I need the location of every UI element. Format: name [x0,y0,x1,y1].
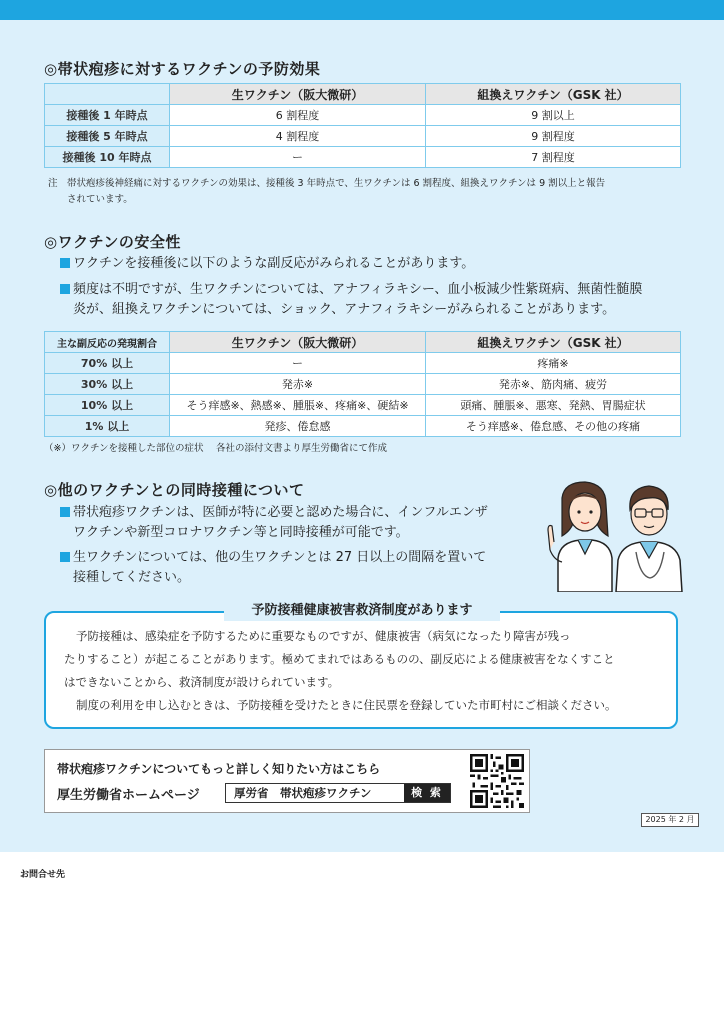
row-label: 1% 以上 [45,416,170,437]
concurrent-heading: ◎他のワクチンとの同時接種について [44,481,305,499]
relief-para1-line2: たりすること）が起こることがあります。極めてまれではあるものの、副反応による健康被害をなくすこと [64,652,615,666]
live-value: ー [170,353,426,374]
male-doctor-icon [616,486,682,592]
relief-para2: 制度の利用を申し込むときは、予防接種を受けたときに住民票を登録していた市町村にご相談ください。 [76,698,617,712]
qr-code-icon[interactable] [470,754,524,808]
mhlw-site-label: 厚生労働省ホームページ [57,788,200,803]
header-frequency: 主な副反応の発現割合 [45,332,170,353]
safety-note: （※）ワクチンを接種した部位の症状 各社の添付文書より厚生労働省にて作成 [44,443,388,454]
row-label: 接種後 5 年時点 [45,126,170,147]
efficacy-table [44,83,681,168]
efficacy-note [48,176,605,208]
concurrent-bullet-1-cont: ワクチンや新型コロナワクチン等と同時接種が可能です。 [73,525,409,540]
search-query-text: 厚労省 帯状疱疹ワクチン [234,786,372,800]
bullet-text: 生ワクチンについては、他の生ワクチンとは 27 日以上の間隔を置いて [73,550,487,565]
square-bullet-icon [60,552,70,562]
header-blank-cell [45,84,170,105]
table-header-row [45,84,681,105]
efficacy-heading: ◎帯状疱疹に対するワクチンの予防効果 [44,60,321,78]
efficacy-note-line2: されています。 [67,194,133,205]
info-box [44,749,530,813]
bullet-text: ワクチンを接種後に以下のような副反応がみられることがあります。 [73,256,475,271]
concurrent-bullet-2-cont: 接種してください。 [73,570,191,585]
relief-system-box [44,611,678,729]
safety-heading: ◎ワクチンの安全性 [44,233,181,251]
safety-bullet-2 [60,280,642,300]
recomb-value: 疼痛※ [426,353,681,374]
search-box[interactable] [225,783,451,803]
live-value: ー [170,147,426,168]
recomb-value: 発赤※、筋肉痛、疲労 [426,374,681,395]
relief-body [64,625,617,717]
table-header-row [45,332,681,353]
recomb-value: 頭痛、腫脹※、悪寒、発熱、胃腸症状 [426,395,681,416]
issue-date-label: 2025 年 2 月 [641,813,699,827]
live-value: 6 割程度 [170,105,426,126]
recomb-value: 9 割程度 [426,126,681,147]
header-live-vaccine: 生ワクチン（阪大微研） [170,84,426,105]
top-accent-bar [0,0,724,20]
safety-bullet-1 [60,254,474,274]
row-label: 10% 以上 [45,395,170,416]
relief-para1-line1: 予防接種は、感染症を予防するために重要なものですが、健康被害（病気になったり障害が残っ [76,629,571,643]
table-row [45,416,681,437]
row-label: 接種後 10 年時点 [45,147,170,168]
recomb-value: 7 割程度 [426,147,681,168]
row-label: 70% 以上 [45,353,170,374]
header-live-vaccine: 生ワクチン（阪大微研） [170,332,426,353]
info-line: 帯状疱疹ワクチンについてもっと詳しく知りたい方はこちら [57,762,381,776]
bullet-text: 帯状疱疹ワクチンは、医師が特に必要と認めた場合に、インフルエンザ [73,505,488,520]
contact-label: お問合せ先 [20,870,66,880]
table-row [45,353,681,374]
square-bullet-icon [60,507,70,517]
recomb-value: そう痒感※、倦怠感、その他の疼痛 [426,416,681,437]
live-value: 発疹、倦怠感 [170,416,426,437]
side-effects-table [44,331,681,437]
table-row [45,374,681,395]
row-label: 30% 以上 [45,374,170,395]
search-button[interactable]: 検 索 [404,784,450,802]
row-label: 接種後 1 年時点 [45,105,170,126]
bullet-text: 頻度は不明ですが、生ワクチンについては、アナフィラキシー、血小板減少性紫斑病、無菌性髄膜 [73,282,643,297]
square-bullet-icon [60,258,70,268]
square-bullet-icon [60,284,70,294]
female-doctor-icon [548,482,612,592]
concurrent-bullet-1 [60,503,488,523]
table-row [45,147,681,168]
table-row [45,126,681,147]
relief-title: 予防接種健康被害救済制度があります [224,601,500,621]
safety-bullet-2-cont: 炎が、組換えワクチンについては、ショック、アナフィラキシーがみられることがあります。 [73,302,616,317]
header-recombinant-vaccine: 組換えワクチン（GSK 社） [426,84,681,105]
table-row [45,105,681,126]
header-recombinant-vaccine: 組換えワクチン（GSK 社） [426,332,681,353]
efficacy-note-line1: 注 帯状疱疹後神経痛に対するワクチンの効果は、接種後 3 年時点で、生ワクチンは 6 割程度、組換えワクチンは 9 割以上と報告 [48,178,606,189]
live-value: 4 割程度 [170,126,426,147]
recomb-value: 9 割以上 [426,105,681,126]
table-row [45,395,681,416]
relief-para1-line3: はできないことから、救済制度が設けられています。 [64,675,340,689]
live-value: そう痒感※、熱感※、腫脹※、疼痛※、硬結※ [170,395,426,416]
live-value: 発赤※ [170,374,426,395]
concurrent-bullet-2 [60,548,486,568]
doctors-illustration [540,480,690,592]
